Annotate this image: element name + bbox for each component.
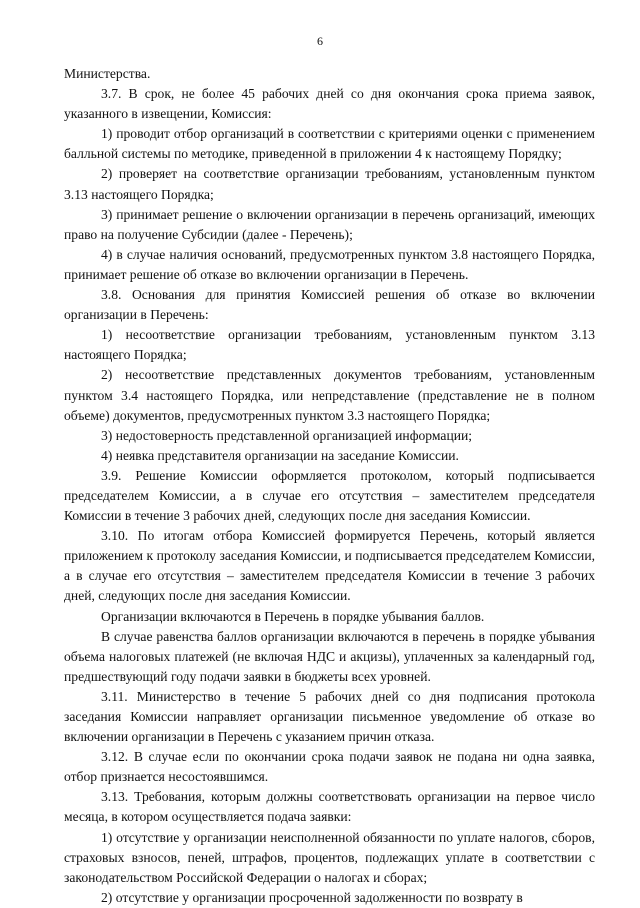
page-number: 6 — [317, 34, 323, 48]
paragraph-3-8-item-4: 4) неявка представителя организации на заседание Комиссии. — [101, 447, 459, 463]
paragraph-3-7-item-4: 4) в случае наличия оснований, предусмотренных пунктом 3.8 настоящего Порядка, принимает решение об отказе во включении организации в Перечень. — [64, 246, 595, 282]
paragraph-3-12: 3.12. В случае если по окончании срока подачи заявок не подана ни одна заявка, отбор признается несостоявшимся. — [64, 749, 595, 785]
paragraph-3-13: 3.13. Требования, которым должны соответствовать организации на первое число месяца, в котором осуществляется подача заявки: — [64, 789, 595, 825]
paragraph-3-13-item-1: 1) отсутствие у организации неисполненной обязанности по уплате налогов, сборов, страховых взносов, пеней, штрафов, процентов, подлежащих уплате в соответствии с законодательством Российской Федерации о налогах и сборах; — [64, 829, 595, 885]
paragraph-3-13-item-2: 2) отсутствие у организации просроченной задолженности по возврату в — [101, 889, 523, 905]
paragraph-continuation: Министерства. — [64, 66, 151, 81]
paragraph-3-8-item-3: 3) недостоверность представленной организацией информации; — [101, 427, 473, 443]
paragraph-3-8-item-1: 1) несоответствие организации требованиям, установленным пунктом 3.13 настоящего Порядка; — [64, 327, 595, 363]
paragraph-3-7: 3.7. В срок, не более 45 рабочих дней со дня окончания срока приема заявок, указанного в извещении, Комиссия: — [64, 86, 595, 122]
paragraph-3-7-item-1: 1) проводит отбор организаций в соответствии с критериями оценки с применением балльной системы по методике, приведенной в приложении 4 к настоящему Порядку; — [64, 126, 595, 162]
document-body — [64, 64, 595, 908]
paragraph-3-10-tie-break: В случае равенства баллов организации включаются в перечень в порядке убывания объема налоговых платежей (не включая НДС и акцизы), уплаченных за календарный год, предшествующий году подачи заявки в бюджеты всех уровней. — [64, 628, 595, 684]
paragraph-3-7-item-3: 3) принимает решение о включении организации в перечень организаций, имеющих право на получение Субсидии (далее - Перечень); — [64, 206, 595, 242]
paragraph-3-10-ranking: Организации включаются в Перечень в порядке убывания баллов. — [101, 608, 485, 624]
paragraph-3-8-item-2: 2) несоответствие представленных документов требованиям, установленным пунктом 3.4 настоящего Порядка, или непредставление (представление не в полном объеме) документов, предусмотренных пунктом 3.3 настоящего Порядка; — [64, 367, 595, 423]
paragraph-3-7-item-2: 2) проверяет на соответствие организации требованиям, установленным пунктом 3.13 настоящего Порядка; — [64, 166, 595, 202]
paragraph-3-10: 3.10. По итогам отбора Комиссией формируется Перечень, который является приложением к протоколу заседания Комиссии, и подписывается председателем Комиссии, а в случае его отсутствия – заместителем председателя Комиссии в течение 3 рабочих дней, следующих после дня заседания Комиссии. — [64, 528, 595, 604]
paragraph-3-9: 3.9. Решение Комиссии оформляется протоколом, который подписывается председателем Комиссии, а в случае его отсутствия – заместителем председателя Комиссии в течение 3 рабочих дней, следующих после дня заседания Комиссии. — [64, 467, 595, 524]
paragraph-3-11: 3.11. Министерство в течение 5 рабочих дней со дня подписания протокола заседания Комиссии направляет организации письменное уведомление об отказе во включении организации в Перечень с указанием причин отказа. — [64, 688, 595, 745]
paragraph-3-8: 3.8. Основания для принятия Комиссией решения об отказе во включении организации в Перечень: — [64, 287, 595, 323]
